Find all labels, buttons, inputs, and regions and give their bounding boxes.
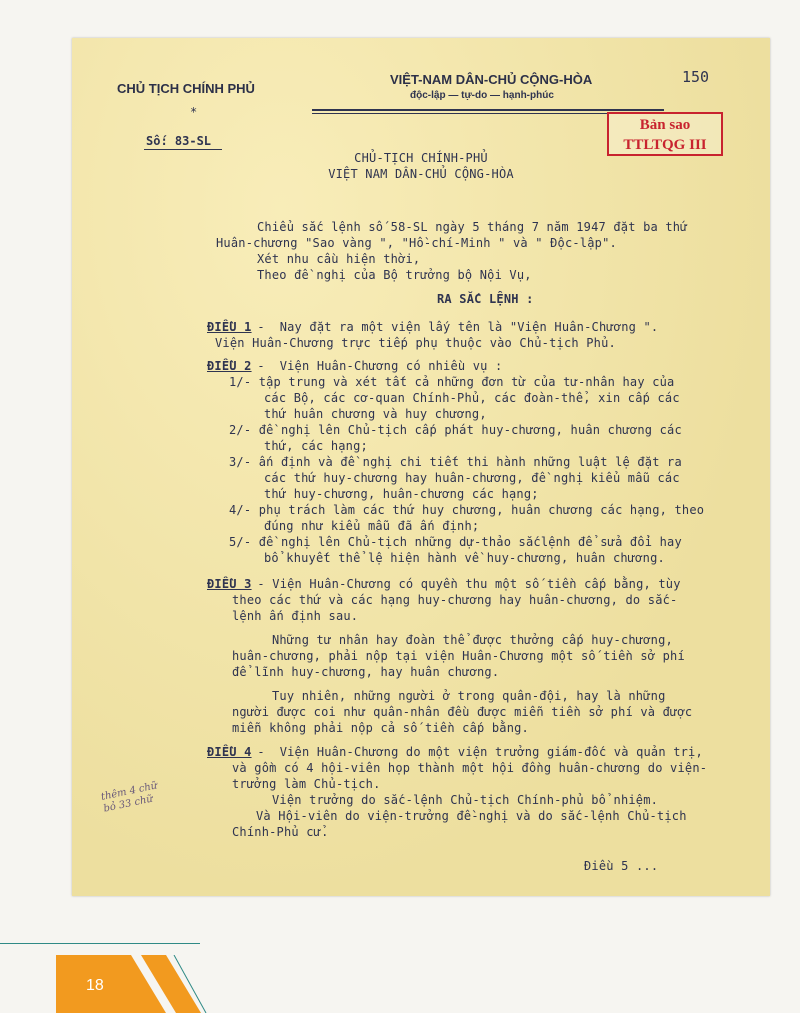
article-3-para-3a: Tuy nhiên, những người ở trong quân-đội, hay là những (272, 689, 666, 703)
header-rule (312, 109, 664, 111)
article-2-item-1a: 1/- tập trung và xét tất cả những đơn từ của tư-nhân hay của (229, 375, 675, 389)
article-2-item-4b: đúng như kiểu mẫu đã ấn định; (264, 519, 480, 533)
decree-number: Số: 83-SL (146, 134, 212, 148)
article-2-item-3c: thứ huy-chương, huân-chương các hạng; (264, 487, 539, 501)
article-4-para-2: Viện trưởng do sắc-lệnh Chủ-tịch Chính-phủ bổ nhiệm. (272, 793, 659, 807)
header-issuer: CHỦ TỊCH CHÍNH PHỦ (117, 81, 255, 96)
article-3-line-3: lệnh ấn định sau. (232, 609, 359, 623)
article-2-item-5a: 5/- đề nghị lên Chủ-tịch những dự-thảo sắclệnh để sửa đổi hay (229, 535, 682, 549)
article-2-item-2b: thứ, các hạng; (264, 439, 368, 453)
article-3-para-2b: huân-chương, phải nộp tại viện Huân-Chương một số tiền sở phí (232, 649, 685, 663)
document-page (72, 38, 770, 896)
preamble-line-3: Xét nhu cầu hiện thời, (257, 252, 421, 266)
side-divider-line (0, 943, 200, 944)
article-2-item-4a: 4/- phụ trách làm các thứ huy chương, huân chương các hạng, theo (229, 503, 705, 517)
preamble-line-2: Huân-chương "Sao vàng ", "Hồ-chí-Minh " và " Độc-lập". (216, 236, 617, 250)
article-1-label: ĐIỀU 1 (207, 320, 252, 334)
preamble-line-4: Theo đề nghị của Bộ trưởng bộ Nội Vụ, (257, 268, 532, 282)
article-3-para-2a: Những tư nhân hay đoàn thể được thưởng cấp huy-chương, (272, 633, 673, 647)
article-3-para-3b: người được coi như quân-nhân đều được miễn tiền sở phí và được (232, 705, 693, 719)
page-number: 18 (86, 977, 104, 994)
stamp-line-2: TTLTQG III (623, 137, 707, 153)
article-3-para-3c: miễn không phải nộp cả số tiền cấp bằng. (232, 721, 529, 735)
article-1-line-1: - Nay đặt ra một viện lấy tên là "Viện Huân-Chương ". (250, 320, 659, 334)
header-motto: độc-lập — tự-do — hạnh-phúc (410, 90, 554, 101)
header-country: VIỆT-NAM DÂN-CHỦ CỘNG-HÒA (390, 72, 593, 87)
handwritten-margin-note: thêm 4 chữ bỏ 33 chữ (100, 780, 159, 815)
stamp-line-1: Bản sao (639, 117, 691, 133)
article-3-line-2: theo các thứ và các hạng huy-chương hay huân-chương, do sắc- (232, 593, 678, 607)
article-3-label: ĐIỀU 3 (207, 577, 252, 591)
article-1-line-2: Viện Huân-Chương trực tiếp phụ thuộc vào Chủ-tịch Phủ. (215, 336, 616, 350)
article-2-item-1c: thứ huân chương và huy chương, (264, 407, 487, 421)
header-star: * (190, 105, 198, 119)
decree-number-underline (144, 149, 222, 150)
continuation-marker: Điều 5 ... (584, 859, 659, 873)
article-2-item-3a: 3/- ấn định và đề nghị chi tiết thi hành những luật lệ đặt ra (229, 455, 682, 469)
article-2-item-1b: các Bộ, các cơ-quan Chính-Phủ, các đoàn-thể, xin cấp các (264, 391, 680, 405)
article-2-intro: - Viện Huân-Chương có nhiều vụ : (250, 359, 503, 373)
body-title-1: CHỦ-TỊCH CHÍNH-PHỦ (354, 151, 488, 165)
article-4-label: ĐIỀU 4 (207, 745, 252, 759)
article-2-item-5b: bổ khuyết thể lệ hiện hành về huy-chương, huân chương. (264, 551, 665, 565)
article-4-line-1: - Viện Huân-Chương do một viện trưởng giám-đốc và quản trị, (250, 745, 703, 759)
article-3-line-1: - Viện Huân-Chương có quyền thu một số tiền cấp bằng, tùy (250, 577, 681, 591)
archive-number: 150 (682, 68, 710, 86)
article-4-para-3a: Và Hội-viên do viện-trưởng đề-nghị và do sắc-lệnh Chủ-tịch (256, 809, 687, 823)
article-4-line-2: và gồm có 4 hội-viên họp thành một hội đồng huân-chương do viện- (232, 761, 708, 775)
archive-stamp (607, 112, 723, 156)
article-2-item-2a: 2/- đề nghị lên Chủ-tịch cấp phát huy-chương, huân chương các (229, 423, 682, 437)
preamble-line-1: Chiểu sắc lệnh số 58-SL ngày 5 tháng 7 năm 1947 đặt ba thứ (257, 220, 688, 234)
body-title-2: VIỆT NAM DÂN-CHỦ CỘNG-HÒA (328, 167, 514, 181)
article-4-para-3b: Chính-Phủ cử. (232, 825, 329, 839)
article-2-item-3b: các thứ huy-chương hay huân-chương, đề nghị kiểu mẫu các (264, 471, 680, 485)
article-2-label: ĐIỀU 2 (207, 359, 252, 373)
article-4-line-3: trưởng làm Chủ-tịch. (232, 777, 381, 791)
article-3-para-2c: để lĩnh huy-chương, hay huân chương. (232, 665, 500, 679)
decree-heading: RA SẮC LỆNH : (437, 292, 534, 306)
